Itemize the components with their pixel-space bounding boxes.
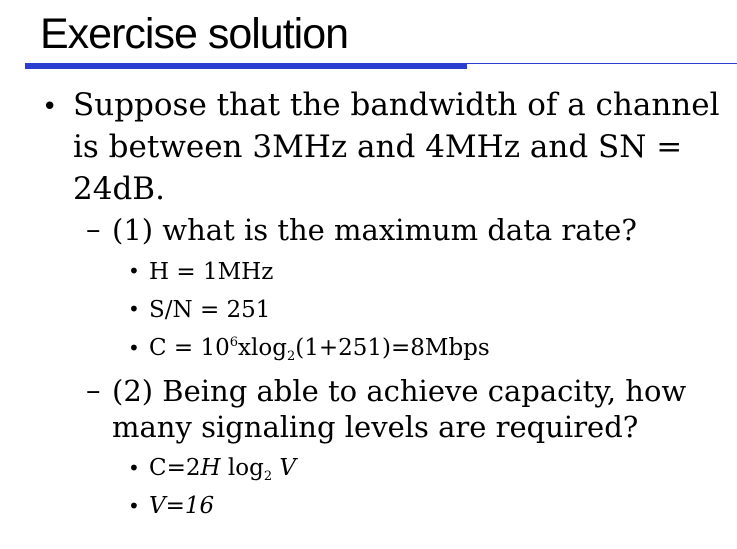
sub-bullet-dot: • [128, 297, 140, 321]
formula-part: (1+251)=8Mbps [295, 335, 490, 361]
formula-part: C = 10 [149, 335, 230, 361]
sub-bullet-dot: • [128, 494, 140, 518]
question-1-text: (1) what is the maximum data rate? [112, 213, 637, 247]
item-formula-c [149, 454, 296, 482]
bullet-main-text: Suppose that the bandwidth of a channel is between 3MHz and 4MHz and SN = 24dB. [73, 87, 720, 207]
dash-marker: – [86, 212, 101, 246]
item-h: H = 1MHz [149, 259, 274, 285]
item-capacity-formula [149, 334, 490, 362]
formula-var-h: H [200, 455, 221, 481]
title-underline-thin [467, 63, 737, 64]
sub-bullet-dot: • [128, 336, 140, 360]
bullet-dot: • [42, 92, 58, 122]
sub-bullet-dot: • [128, 259, 140, 283]
formula-subscript: 2 [286, 349, 296, 364]
dash-marker: – [86, 373, 101, 407]
formula-var-v: V [272, 455, 297, 481]
question-2-text: (2) Being able to achieve capacity, how many signaling levels are required? [112, 374, 687, 444]
slide-title: Exercise solution [40, 10, 349, 58]
formula-part: C=2 [149, 455, 201, 481]
formula-part: xlog [238, 335, 287, 361]
title-underline-thick [25, 63, 467, 69]
item-v-value: V=16 [149, 493, 215, 519]
item-sn: S/N = 251 [149, 297, 271, 323]
sub-bullet-dot: • [128, 456, 140, 480]
formula-subscript: 2 [263, 469, 273, 484]
formula-part: log [220, 455, 264, 481]
formula-exponent: 6 [229, 335, 239, 350]
